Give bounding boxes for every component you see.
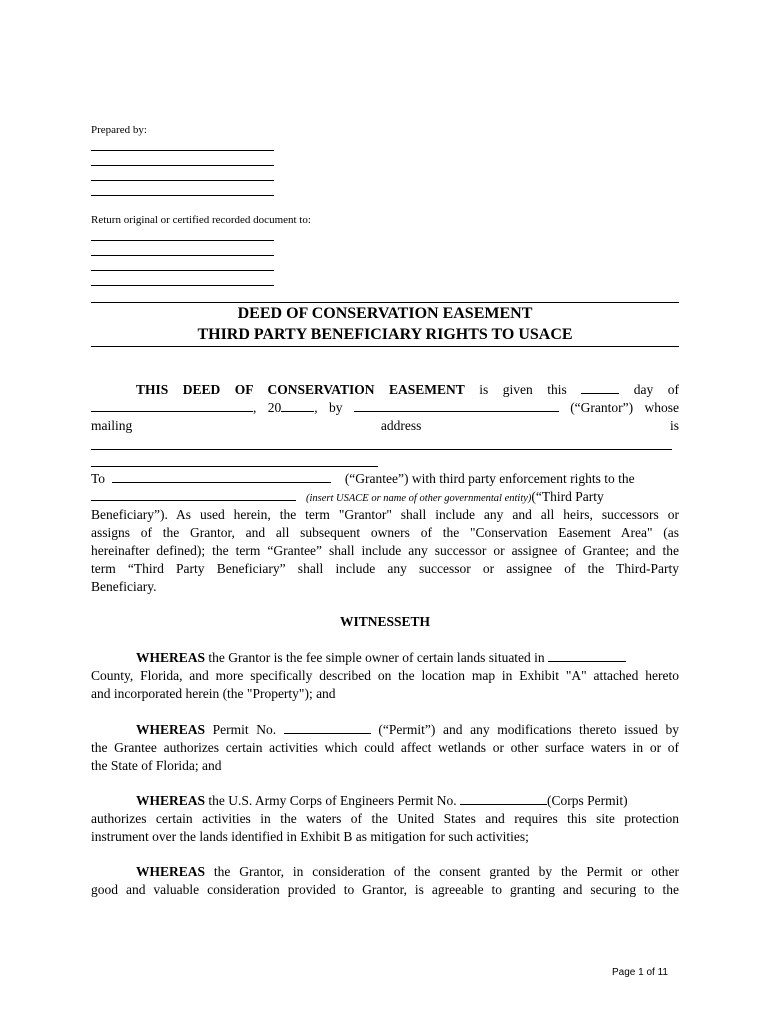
- intro-text: To: [91, 471, 106, 486]
- intro-line-2: [91, 399, 679, 417]
- prepared-by-line-4: [91, 195, 274, 196]
- whereas-text: Permit No.: [212, 722, 277, 737]
- address-line-2: [91, 466, 378, 467]
- intro-text: mailing: [91, 418, 133, 433]
- whereas-4-line-1: [91, 863, 679, 881]
- return-to-line-2: [91, 255, 274, 256]
- prepared-by-line-3: [91, 180, 274, 181]
- whereas-2-line-3: the State of Florida; and: [91, 758, 222, 773]
- intro-text: is given this: [479, 382, 567, 397]
- county-blank: [548, 649, 626, 662]
- month-blank: [91, 399, 253, 412]
- intro-line-6: [91, 470, 679, 488]
- year-blank: [281, 399, 314, 412]
- corps-permit-blank: [460, 792, 547, 805]
- intro-text: (“Third Party: [531, 489, 604, 504]
- return-to-line-3: [91, 270, 274, 271]
- intro-line-9: assigns of the Grantor, and all subsequent owners of the "Conservation Easement Area" (as: [91, 525, 679, 540]
- intro-line-12: Beneficiary.: [91, 579, 157, 594]
- permit-no-blank: [284, 721, 371, 734]
- intro-line-1: [91, 381, 679, 399]
- whereas-label: WHEREAS: [136, 793, 206, 808]
- whereas-1-line-3: and incorporated herein (the "Property"); and: [91, 686, 336, 701]
- intro-text: , 20: [253, 400, 282, 415]
- whereas-1-line-1: [91, 649, 679, 667]
- whereas-label: WHEREAS: [136, 650, 206, 665]
- prepared-by-line-1: [91, 150, 274, 151]
- title-rule-bottom: [91, 346, 679, 347]
- document-title-line-1: DEED OF CONSERVATION EASEMENT: [237, 305, 533, 322]
- intro-text: (“Grantee”) with third party enforcement rights to the: [344, 471, 635, 486]
- whereas-3-line-2: authorizes certain activities in the waters of the United States and requires this site protection: [91, 811, 679, 826]
- whereas-text: the U.S. Army Corps of Engineers Permit No.: [208, 793, 457, 808]
- intro-text: day of: [633, 382, 680, 397]
- intro-text: is: [670, 418, 680, 433]
- whereas-3-line-3: instrument over the lands identified in Exhibit B as mitigation for such activities;: [91, 829, 529, 844]
- intro-line-3: [91, 417, 679, 435]
- grantor-blank: [354, 399, 559, 412]
- intro-bold-lead: THIS DEED OF CONSERVATION EASEMENT: [136, 382, 465, 397]
- intro-line-8: Beneficiary”). As used herein, the term "Grantor" shall include any and all heirs, successors or: [91, 507, 679, 522]
- return-to-label: Return original or certified recorded document to:: [91, 214, 311, 226]
- whereas-text: the Grantor is the fee simple owner of certain lands situated in: [208, 650, 545, 665]
- return-to-line-4: [91, 285, 274, 286]
- witnesseth-heading: WITNESSETH: [339, 614, 431, 629]
- whereas-2-line-2: the Grantee authorizes certain activities which could affect wetlands or other surface waters in or of: [91, 740, 679, 755]
- beneficiary-blank: [91, 488, 296, 501]
- document-title-line-2: THIRD PARTY BENEFICIARY RIGHTS TO USACE: [197, 326, 573, 343]
- intro-line-10: hereinafter defined); the term “Grantee” shall include any successor or assignee of Grantee; and the: [91, 543, 679, 558]
- whereas-2-line-1: [91, 721, 679, 739]
- intro-line-11: term “Third Party Beneficiary” shall include any successor or assignee of the Third-Party: [91, 561, 679, 576]
- whereas-3-line-1: [91, 792, 679, 810]
- intro-text: , by: [314, 400, 343, 415]
- title-rule-top: [91, 302, 679, 303]
- intro-line-7: [91, 488, 679, 508]
- whereas-1-line-2: County, Florida, and more specifically described on the location map in Exhibit "A" attached hereto: [91, 668, 679, 683]
- address-line-1: [91, 449, 672, 450]
- return-to-line-1: [91, 240, 274, 241]
- page-number: Page 1 of 11: [612, 967, 668, 978]
- prepared-by-label: Prepared by:: [91, 124, 147, 136]
- day-blank: [581, 381, 619, 394]
- whereas-text: the Grantor, in consideration of the consent granted by the Permit or other: [213, 864, 679, 879]
- whereas-label: WHEREAS: [136, 722, 206, 737]
- whereas-4-line-2: good and valuable consideration provided to Grantor, is agreeable to granting and securing to the: [91, 882, 679, 897]
- grantee-blank: [112, 470, 331, 483]
- insert-note: (insert USACE or name of other governmental entity): [306, 493, 532, 504]
- intro-text: address: [380, 418, 422, 433]
- prepared-by-line-2: [91, 165, 274, 166]
- whereas-label: WHEREAS: [136, 864, 206, 879]
- intro-text: (“Grantor”) whose: [570, 400, 679, 415]
- whereas-text: (Corps Permit): [547, 793, 628, 808]
- whereas-text: (“Permit”) and any modifications thereto issued by: [378, 722, 680, 737]
